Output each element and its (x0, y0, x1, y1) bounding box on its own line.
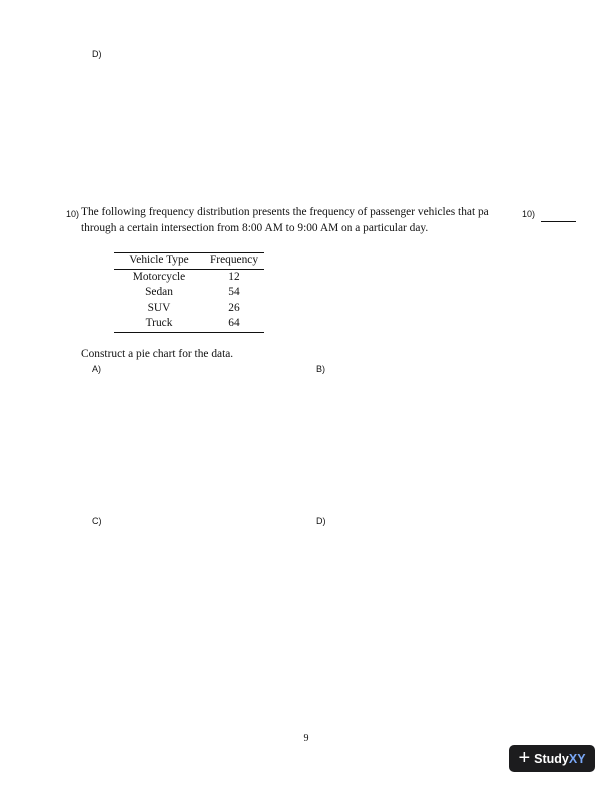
frequency-table (114, 252, 264, 333)
table-row (114, 269, 264, 285)
vehicle-type-cell: Truck (114, 316, 204, 332)
header-vehicle-type: Vehicle Type (114, 253, 204, 270)
page-number: 9 (303, 733, 309, 744)
table-row (114, 301, 264, 317)
frequency-cell: 54 (228, 286, 240, 298)
studyxy-badge[interactable] (509, 745, 595, 772)
frequency-cell: 26 (228, 301, 240, 314)
table-row (114, 285, 264, 301)
choice-c-label[interactable]: C) (92, 516, 102, 526)
vehicle-type-cell: SUV (147, 301, 171, 314)
choice-b-label[interactable]: B) (316, 364, 325, 374)
previous-choice-d-label: D) (92, 49, 102, 59)
frequency-cell: 12 (228, 270, 240, 283)
frequency-cell: 64 (204, 316, 264, 332)
table-row (114, 316, 264, 332)
choice-a-label[interactable]: A) (92, 364, 101, 374)
table-header-row (114, 253, 264, 270)
question-text-line-2: through a certain intersection from 8:00 AM to 9:00 AM on a particular day. (81, 222, 429, 234)
choice-d-label[interactable]: D) (316, 516, 326, 526)
question-number: 10) (66, 208, 80, 219)
question-text-line-1: The following frequency distribution presents the frequency of passenger vehicles that pa (81, 206, 489, 218)
studyxy-logo-text: StudyXY (534, 751, 586, 766)
plus-icon: + (518, 746, 531, 769)
question-instruction: Construct a pie chart for the data. (81, 348, 234, 360)
vehicle-type-cell: Sedan (145, 286, 173, 298)
answer-blank-line[interactable] (541, 221, 576, 222)
header-frequency: Frequency (204, 253, 264, 270)
answer-number: 10) (522, 208, 536, 219)
vehicle-type-cell: Motorcycle (132, 270, 186, 283)
